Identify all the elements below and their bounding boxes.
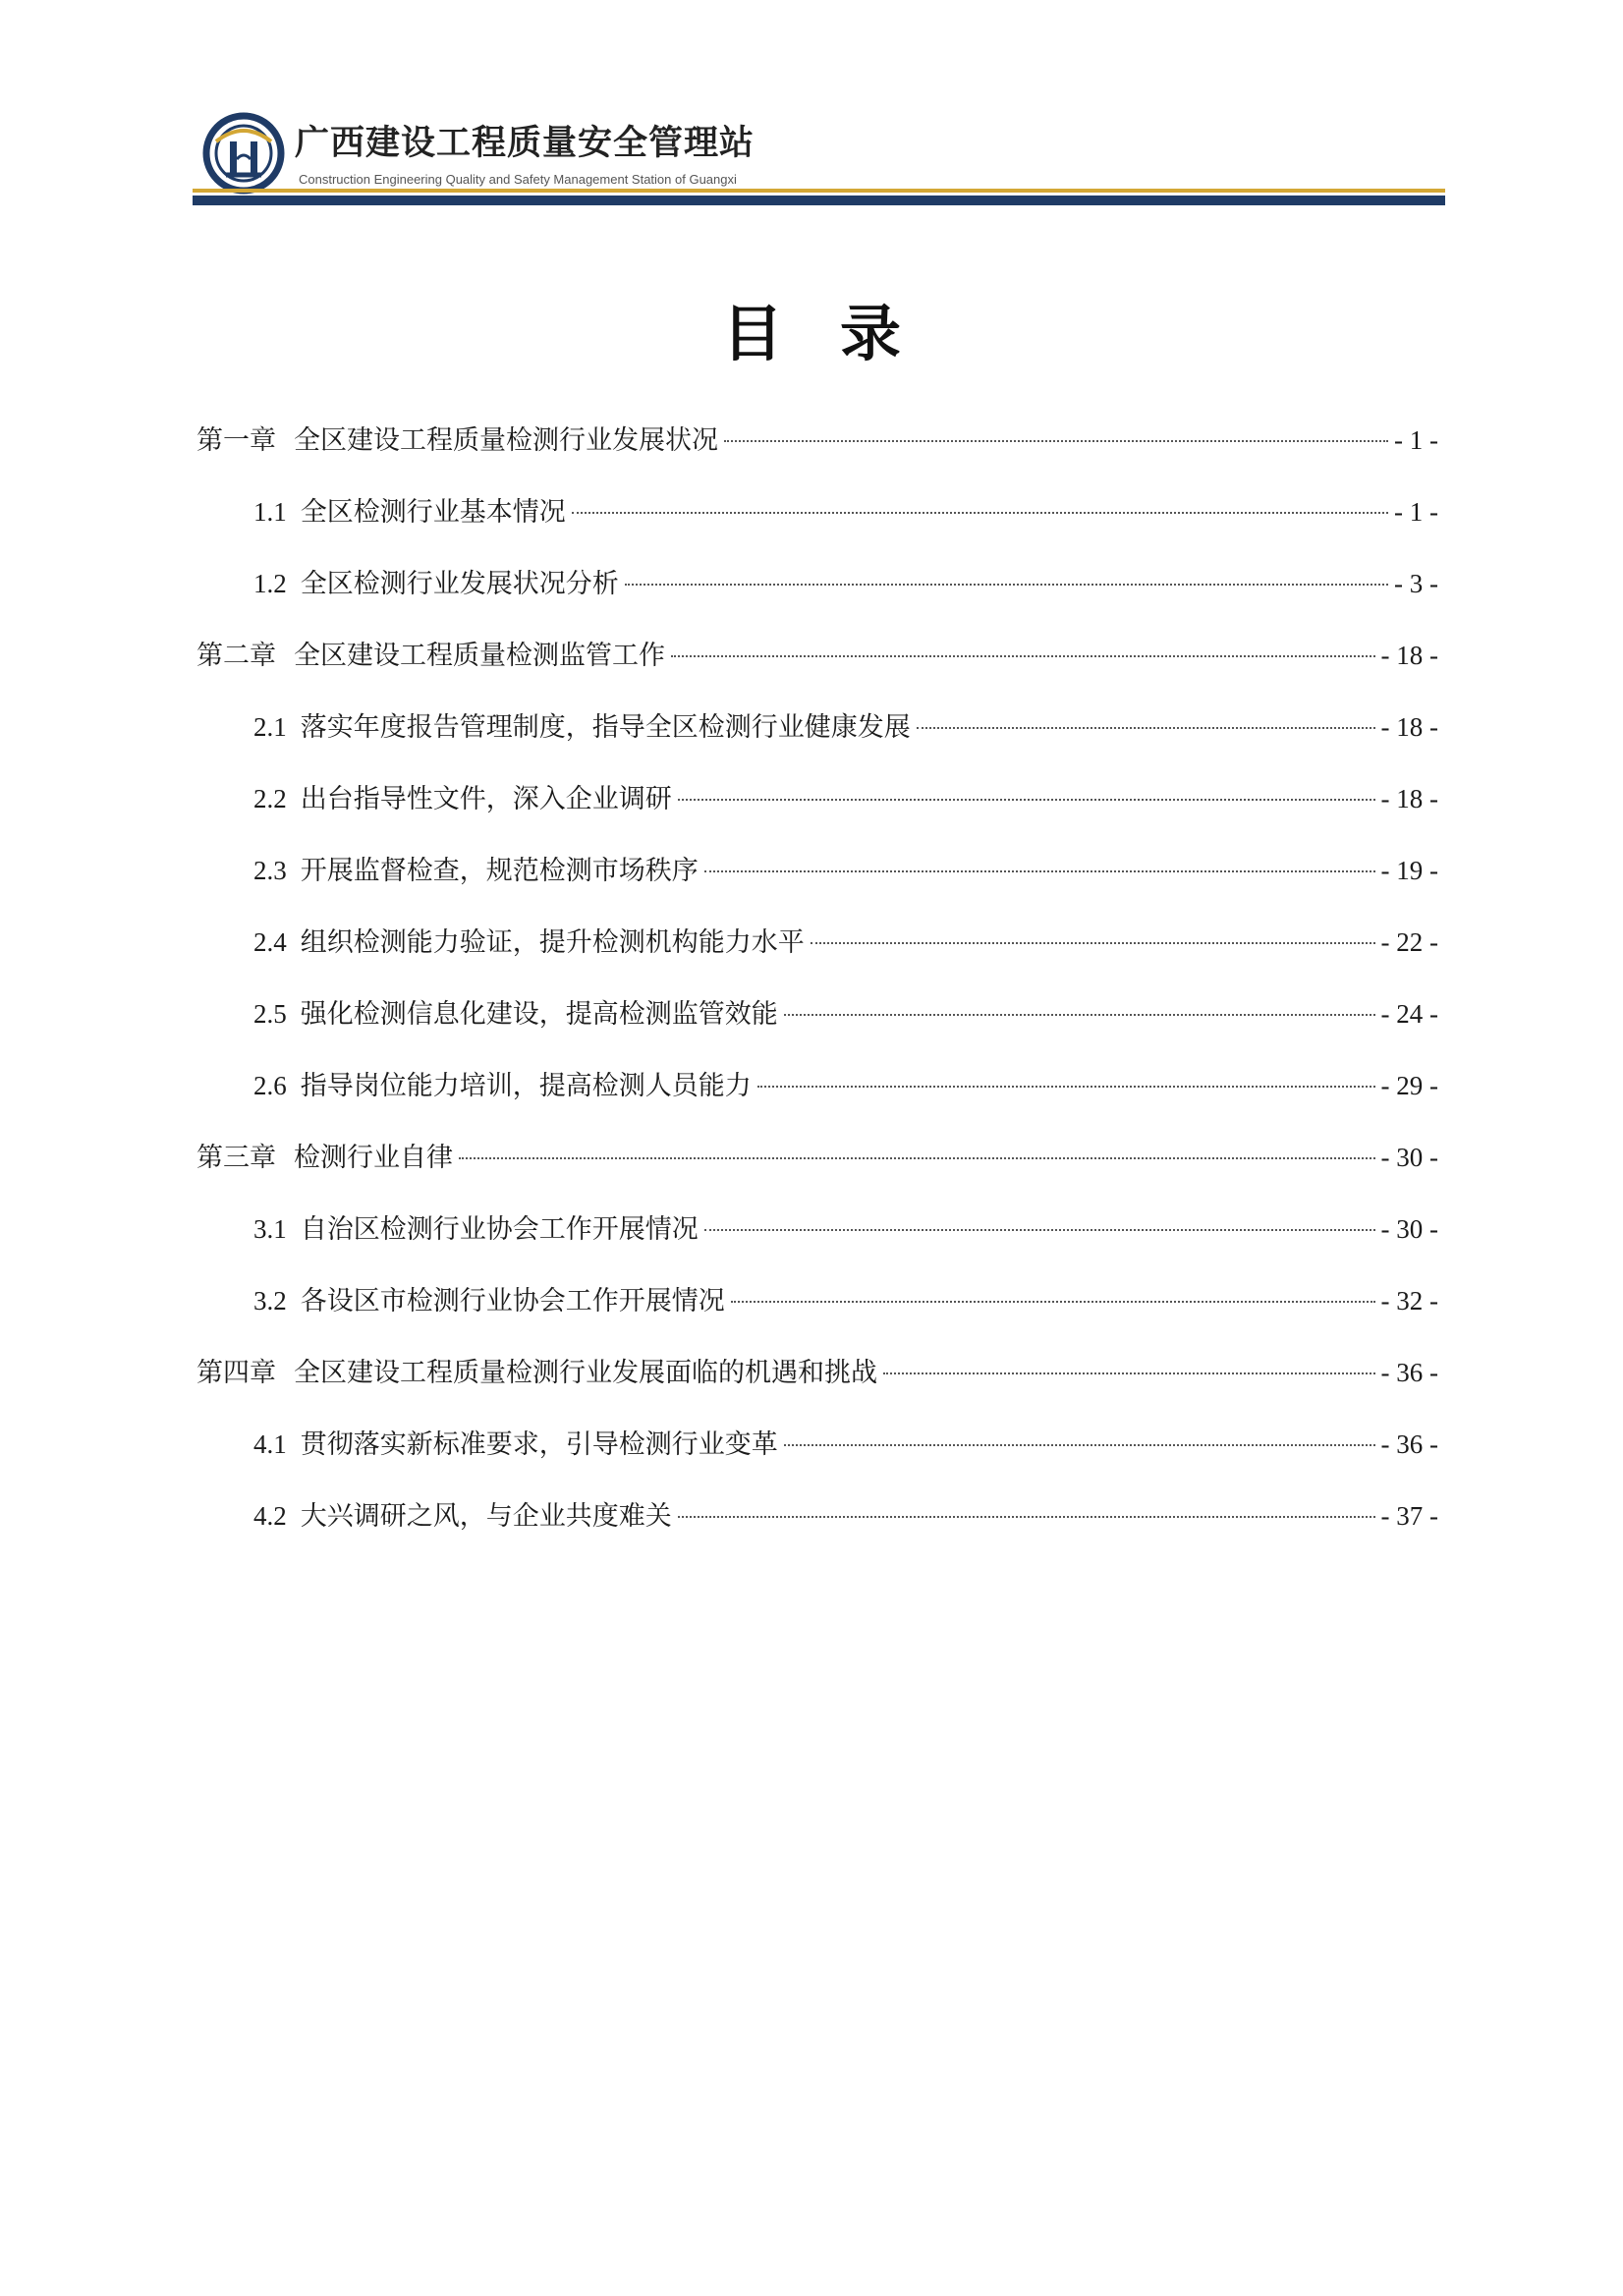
toc-chapter-entry[interactable] [196,626,1438,698]
toc-page-number: - 22 - [1380,927,1438,957]
toc-dot-leader [883,1372,1375,1374]
station-logo-icon [202,112,285,195]
toc-dot-leader [704,1229,1375,1231]
toc-dot-leader [678,1516,1375,1518]
toc-entry-number: 第四章 [196,1358,276,1388]
toc-entry-title: 全区检测行业基本情况 [300,497,566,528]
toc-dot-leader [704,870,1375,872]
toc-dot-leader [917,727,1375,729]
toc-page-number: - 18 - [1380,784,1438,813]
toc-entry-number: 4.1 [253,1429,287,1459]
toc-entry-title: 大兴调研之风，与企业共度难关 [300,1501,672,1532]
toc-entry-title: 全区检测行业发展状况分析 [300,569,619,599]
toc-dot-leader [572,512,1388,514]
toc-page-number: - 32 - [1380,1286,1438,1316]
toc-entry-title: 自治区检测行业协会工作开展情况 [300,1214,699,1245]
toc-entry-number: 3.1 [253,1214,287,1244]
toc-entry-title: 贯彻落实新标准要求，引导检测行业变革 [300,1429,778,1460]
toc-dot-leader [757,1086,1375,1088]
toc-entry-number: 3.2 [253,1286,287,1316]
table-of-contents [196,411,1438,1558]
toc-dot-leader [724,440,1388,442]
toc-page-number: - 24 - [1380,999,1438,1029]
toc-page-number: - 19 - [1380,856,1438,885]
toc-dot-leader [625,584,1388,586]
toc-page-number: - 1 - [1394,425,1438,455]
toc-chapter-entry[interactable] [196,1343,1438,1415]
toc-page-number: - 3 - [1394,569,1438,598]
toc-page-number: - 29 - [1380,1071,1438,1100]
toc-page-number: - 36 - [1380,1358,1438,1387]
toc-dot-leader [731,1301,1375,1303]
org-name-english: Construction Engineering Quality and Safety Management Station of Guangxi [299,172,737,187]
toc-entry-number: 2.2 [253,784,287,813]
toc-page-number: - 1 - [1394,497,1438,527]
toc-entry-number: 2.5 [253,999,287,1029]
toc-entry-number: 2.6 [253,1071,287,1100]
toc-entry-title: 出台指导性文件，深入企业调研 [300,784,672,814]
page-header [193,110,1445,208]
toc-entry-number: 1.1 [253,497,287,527]
toc-entry-title: 强化检测信息化建设，提高检测监管效能 [300,999,778,1030]
toc-page-number: - 18 - [1380,712,1438,742]
toc-page-number: - 36 - [1380,1429,1438,1459]
toc-entry-number: 1.2 [253,569,287,598]
toc-entry-title: 全区建设工程质量检测监管工作 [294,641,665,671]
toc-section-entry[interactable] [196,482,1438,554]
header-rule-gold [193,189,1445,193]
toc-dot-leader [784,1014,1375,1016]
toc-entry-number: 2.3 [253,856,287,885]
toc-dot-leader [459,1157,1375,1159]
toc-section-entry[interactable] [196,1486,1438,1558]
toc-section-entry[interactable] [196,769,1438,841]
toc-section-entry[interactable] [196,1271,1438,1343]
toc-section-entry[interactable] [196,1056,1438,1128]
toc-entry-number: 4.2 [253,1501,287,1531]
toc-entry-title: 各设区市检测行业协会工作开展情况 [300,1286,725,1316]
toc-dot-leader [811,942,1375,944]
toc-dot-leader [678,799,1375,801]
toc-entry-title: 指导岗位能力培训，提高检测人员能力 [300,1071,752,1101]
toc-page-number: - 30 - [1380,1143,1438,1172]
toc-entry-number: 2.1 [253,712,287,742]
toc-section-entry[interactable] [196,913,1438,984]
toc-page-number: - 37 - [1380,1501,1438,1531]
toc-entry-title: 检测行业自律 [294,1143,453,1173]
toc-entry-title: 落实年度报告管理制度，指导全区检测行业健康发展 [300,712,911,743]
toc-section-entry[interactable] [196,984,1438,1056]
toc-entry-title: 组织检测能力验证，提升检测机构能力水平 [300,927,805,958]
toc-dot-leader [671,655,1375,657]
toc-entry-number: 第一章 [196,425,276,456]
toc-entry-title: 开展监督检查，规范检测市场秩序 [300,856,699,886]
toc-section-entry[interactable] [196,841,1438,913]
toc-page-number: - 30 - [1380,1214,1438,1244]
toc-dot-leader [784,1444,1375,1446]
toc-chapter-entry[interactable] [196,411,1438,482]
header-rule-navy [193,196,1445,205]
toc-title [0,285,1623,372]
toc-entry-number: 第二章 [196,641,276,671]
toc-section-entry[interactable] [196,554,1438,626]
toc-entry-number: 第三章 [196,1143,276,1173]
toc-entry-number: 2.4 [253,927,287,957]
toc-title-part1: 目 [721,298,783,369]
toc-section-entry[interactable] [196,698,1438,769]
toc-entry-title: 全区建设工程质量检测行业发展面临的机遇和挑战 [294,1358,877,1388]
toc-section-entry[interactable] [196,1200,1438,1271]
toc-title-part2: 录 [840,298,902,369]
toc-entry-title: 全区建设工程质量检测行业发展状况 [294,425,718,456]
org-name: 广西建设工程质量安全管理站 [295,124,756,163]
toc-page-number: - 18 - [1380,641,1438,670]
toc-chapter-entry[interactable] [196,1128,1438,1200]
toc-section-entry[interactable] [196,1415,1438,1486]
